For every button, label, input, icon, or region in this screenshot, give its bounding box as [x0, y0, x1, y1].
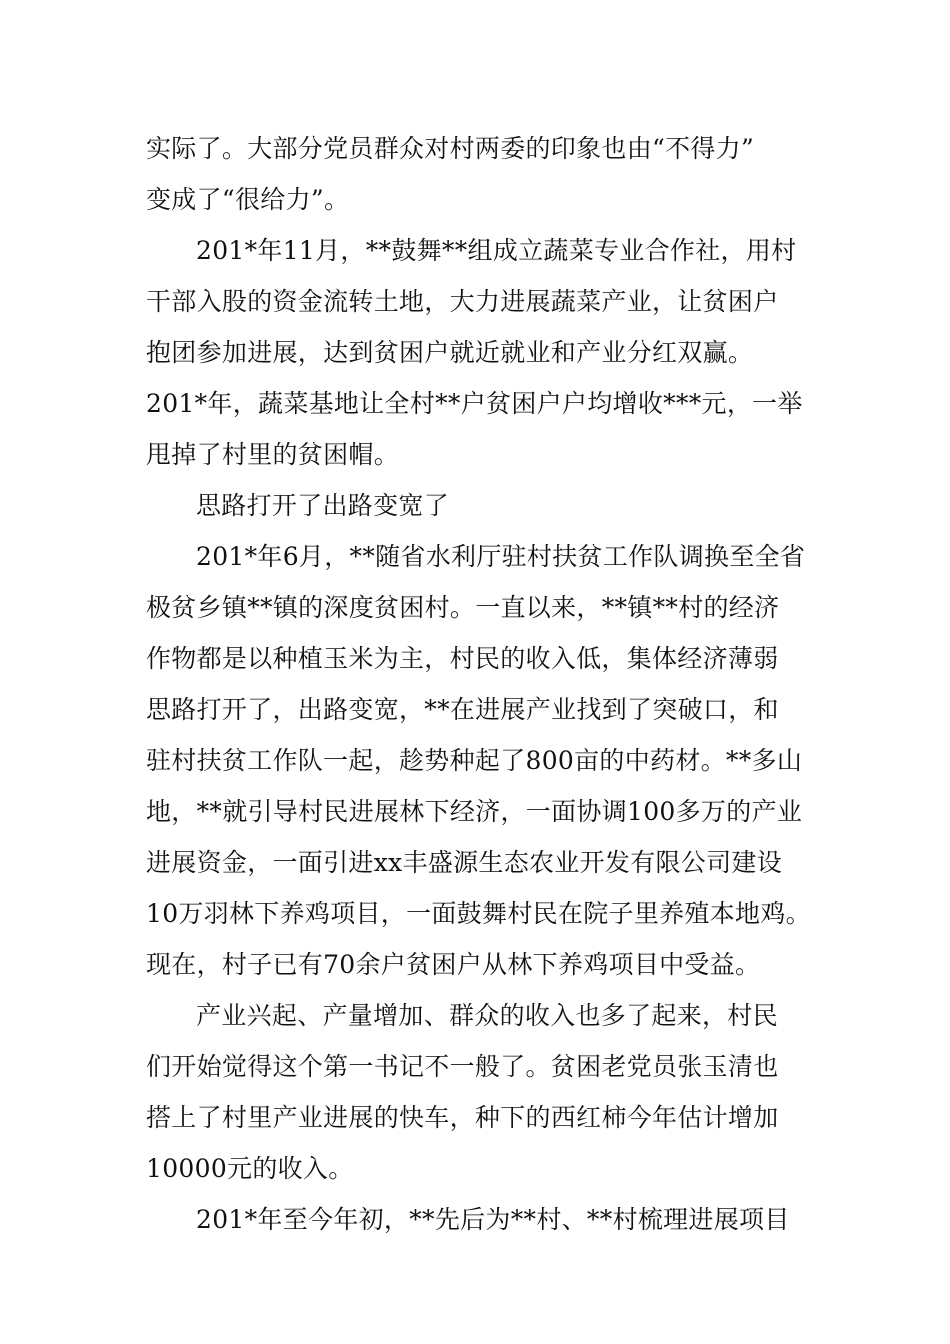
- text-line: 驻村扶贫工作队一起，趁势种起了800亩的中药材。**多山: [146, 746, 803, 775]
- text-line: 10000元的收入。: [146, 1154, 354, 1183]
- text-line: 进展资金，一面引进xx丰盛源生态农业开发有限公司建设: [146, 848, 783, 877]
- text-line: 甩掉了村里的贫困帽。: [146, 440, 400, 469]
- text-line: 干部入股的资金流转土地，大力进展蔬菜产业，让贫困户: [146, 287, 779, 316]
- text-line: 们开始觉得这个第一书记不一般了。贫困老党员张玉清也: [146, 1052, 779, 1081]
- text-line: 抱团参加进展，达到贫困户就近就业和产业分红双赢。: [146, 338, 754, 367]
- text-line: 变成了“很给力”。: [146, 185, 350, 214]
- text-line: 201*年，蔬菜基地让全村**户贫困户户均增收***元，一举: [146, 389, 803, 418]
- section-heading: 思路打开了出路变宽了: [196, 491, 450, 520]
- paragraph-start-line: 201*年至今年初，**先后为**村、**村梳理进展项目: [196, 1205, 790, 1234]
- text-line: 实际了。大部分党员群众对村两委的印象也由“不得力”: [146, 134, 755, 163]
- text-line: 极贫乡镇**镇的深度贫困村。一直以来，**镇**村的经济: [146, 593, 780, 622]
- paragraph-start-line: 201*年6月，**随省水利厅驻村扶贫工作队调换至全省: [196, 542, 806, 571]
- text-line: 搭上了村里产业进展的快车，种下的西红柿今年估计增加: [146, 1103, 779, 1132]
- text-line: 思路打开了，出路变宽，**在进展产业找到了突破口，和: [146, 695, 779, 724]
- text-line: 作物都是以种植玉米为主，村民的收入低，集体经济薄弱: [146, 644, 779, 673]
- paragraph-start-line: 产业兴起、产量增加、群众的收入也多了起来，村民: [196, 1001, 778, 1030]
- paragraph-start-line: 201*年11月，**鼓舞**组成立蔬菜专业合作社，用村: [196, 236, 797, 265]
- text-line: 现在，村子已有70余户贫困户从林下养鸡项目中受益。: [146, 950, 761, 979]
- text-line: 地，**就引导村民进展林下经济，一面协调100多万的产业: [146, 797, 803, 826]
- text-line: 10万羽林下养鸡项目，一面鼓舞村民在院子里养殖本地鸡。: [146, 899, 811, 928]
